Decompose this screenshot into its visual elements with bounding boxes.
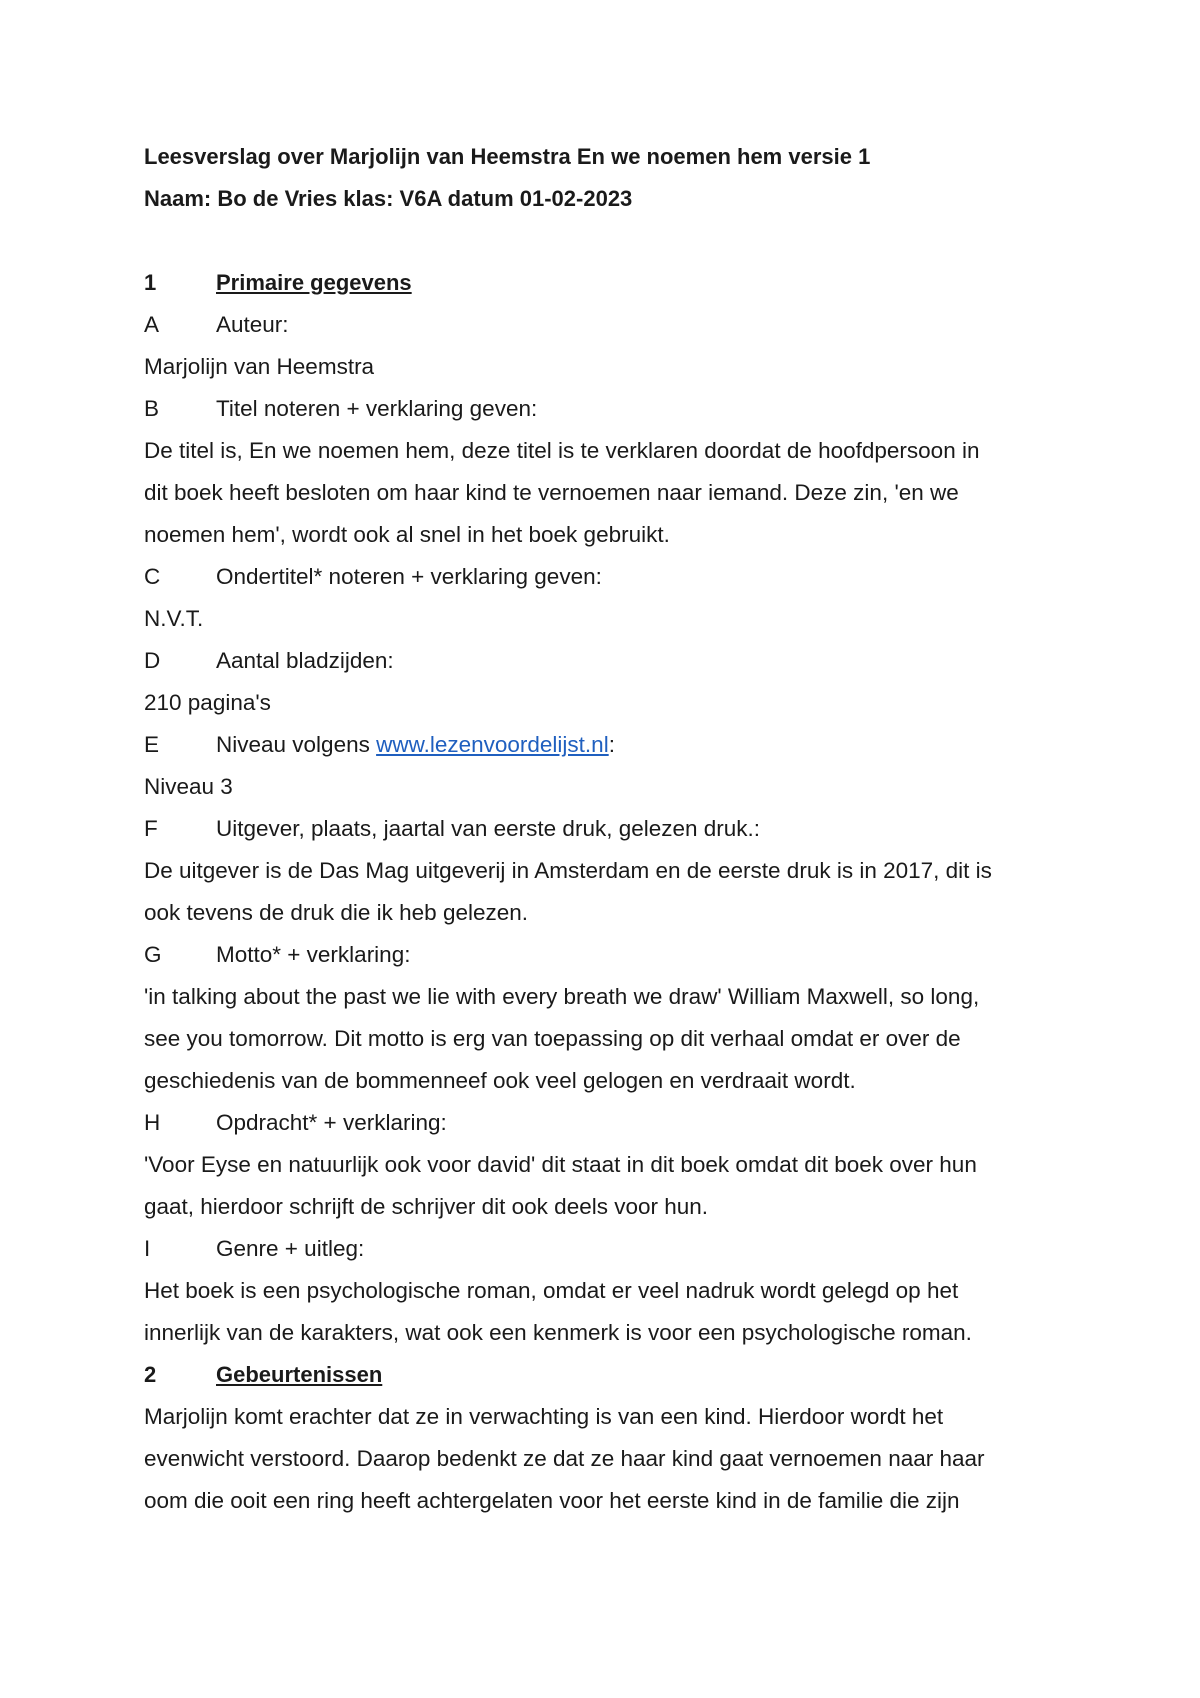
section-title: Primaire gegevens [216, 270, 412, 295]
item-i-label [144, 1228, 1064, 1270]
item-label: Aantal bladzijden: [216, 648, 394, 673]
item-h-label [144, 1102, 1064, 1144]
item-letter: A [144, 312, 160, 337]
item-label: Auteur: [216, 312, 289, 337]
answer-line: N.V.T. [144, 606, 204, 631]
item-h-answer [144, 1144, 1064, 1228]
item-letter: I [144, 1236, 151, 1261]
item-letter: B [144, 396, 160, 421]
item-f-label [144, 808, 1064, 850]
answer-line: dit boek heeft besloten om haar kind te vernoemen naar iemand. Deze zin, 'en we [144, 480, 959, 505]
item-a-label [144, 304, 1064, 346]
answer-line: gaat, hierdoor schrijft de schrijver dit ook deels voor hun. [144, 1194, 709, 1219]
item-label: Titel noteren + verklaring geven: [216, 396, 538, 421]
document-page [144, 136, 1064, 1522]
answer-line: Het boek is een psychologische roman, omdat er veel nadruk wordt gelegd op het [144, 1278, 959, 1303]
section-title: Gebeurtenissen [216, 1362, 383, 1387]
item-label-suffix: : [608, 732, 615, 757]
item-e-label [144, 724, 1064, 766]
item-label: Uitgever, plaats, jaartal van eerste druk, gelezen druk.: [216, 816, 761, 841]
answer-line: De titel is, En we noemen hem, deze titel is te verklaren doordat de hoofdpersoon in [144, 438, 980, 463]
item-d-answer [144, 682, 1064, 724]
item-b-answer [144, 430, 1064, 556]
answer-line: De uitgever is de Das Mag uitgeverij in Amsterdam en de eerste druk is in 2017, dit is [144, 858, 992, 883]
student-info: Naam: Bo de Vries klas: V6A datum 01-02-2023 [144, 186, 633, 211]
answer-line: 'Voor Eyse en natuurlijk ook voor david' dit staat in dit boek omdat dit boek over hun [144, 1152, 977, 1177]
item-letter: H [144, 1110, 161, 1135]
item-i-answer [144, 1270, 1064, 1354]
item-g-label [144, 934, 1064, 976]
document-title: Leesverslag over Marjolijn van Heemstra En we noemen hem versie 1 [144, 144, 871, 169]
answer-line: innerlijk van de karakters, wat ook een kenmerk is voor een psychologische roman. [144, 1320, 972, 1345]
item-letter: C [144, 564, 161, 589]
paragraph-line: Marjolijn komt erachter dat ze in verwachting is van een kind. Hierdoor wordt het [144, 1404, 944, 1429]
item-a-answer [144, 346, 1064, 388]
item-e-answer [144, 766, 1064, 808]
section-heading-primary-data [144, 262, 1064, 304]
events-text [144, 1396, 1064, 1522]
item-c-label [144, 556, 1064, 598]
answer-line: Marjolijn van Heemstra [144, 354, 375, 379]
section-number: 1 [144, 270, 157, 295]
item-letter: G [144, 942, 162, 967]
item-g-answer [144, 976, 1064, 1102]
item-label: Opdracht* + verklaring: [216, 1110, 447, 1135]
paragraph-line: evenwicht verstoord. Daarop bedenkt ze dat ze haar kind gaat vernoemen naar haar [144, 1446, 985, 1471]
item-label-prefix: Niveau volgens [216, 732, 377, 757]
answer-line: ook tevens de druk die ik heb gelezen. [144, 900, 529, 925]
item-label: Ondertitel* noteren + verklaring geven: [216, 564, 602, 589]
answer-line: 'in talking about the past we lie with every breath we draw' William Maxwell, so long, [144, 984, 980, 1009]
item-label: Motto* + verklaring: [216, 942, 411, 967]
item-d-label [144, 640, 1064, 682]
section-heading-events [144, 1354, 1064, 1396]
answer-line: Niveau 3 [144, 774, 233, 799]
paragraph-line: oom die ooit een ring heeft achtergelaten voor het eerste kind in de familie die zijn [144, 1488, 960, 1513]
answer-line: see you tomorrow. Dit motto is erg van toepassing op dit verhaal omdat er over de [144, 1026, 961, 1051]
spacer [144, 220, 1064, 262]
website-link[interactable]: www.lezenvoordelijst.nl [376, 732, 609, 757]
item-label: Genre + uitleg: [216, 1236, 365, 1261]
answer-line: geschiedenis van de bommenneef ook veel gelogen en verdraait wordt. [144, 1068, 856, 1093]
item-f-answer [144, 850, 1064, 934]
item-b-label [144, 388, 1064, 430]
section-number: 2 [144, 1362, 157, 1387]
answer-line: 210 pagina's [144, 690, 271, 715]
item-letter: E [144, 732, 160, 757]
item-letter: F [144, 816, 158, 841]
item-letter: D [144, 648, 161, 673]
answer-line: noemen hem', wordt ook al snel in het boek gebruikt. [144, 522, 670, 547]
item-c-answer [144, 598, 1064, 640]
